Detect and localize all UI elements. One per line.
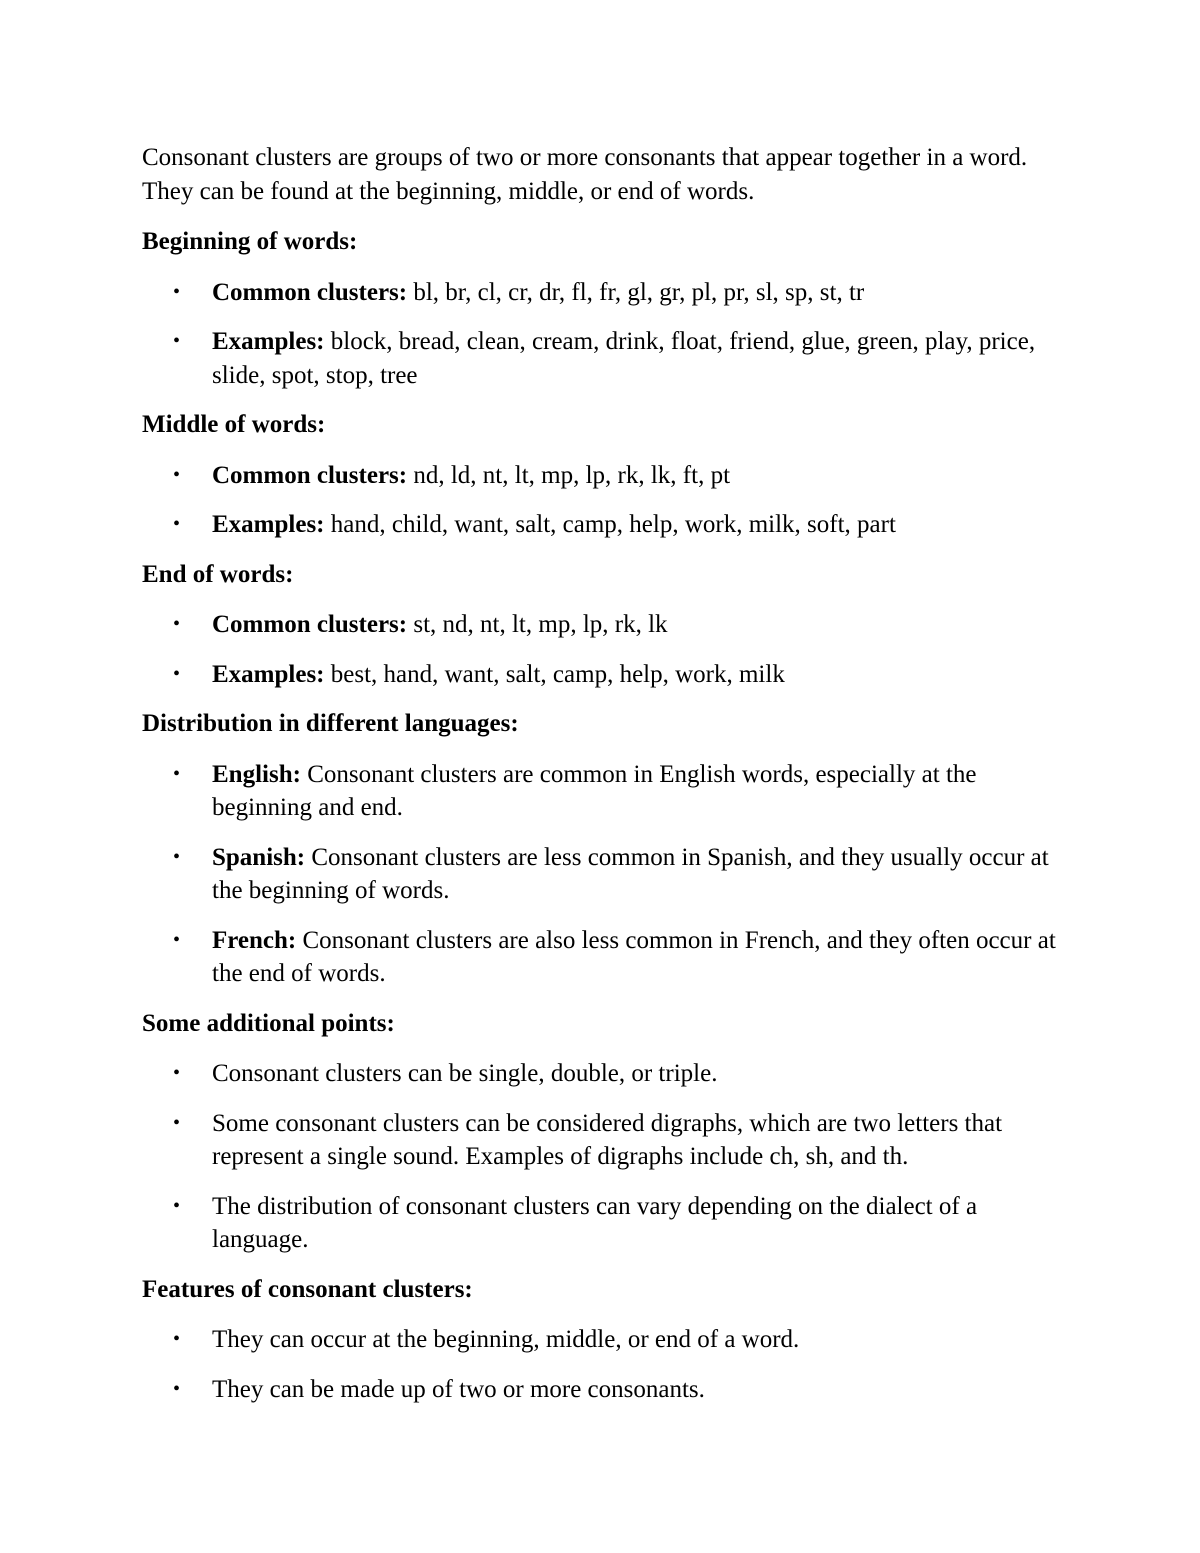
bullet-icon: •	[173, 845, 181, 868]
list-additional	[142, 1057, 1062, 1257]
section-heading-end: End of words:	[142, 560, 294, 588]
item-label: Common clusters:	[212, 461, 408, 489]
bullet-icon: •	[173, 280, 181, 303]
list-item	[142, 758, 1062, 825]
bullet-icon: •	[173, 463, 181, 486]
bullet-icon: •	[173, 613, 181, 635]
section-heading-features: Features of consonant clusters:	[142, 1275, 473, 1303]
list-item	[142, 276, 1062, 310]
bullet-icon: •	[173, 1194, 181, 1217]
list-item	[142, 325, 1062, 392]
list-item	[142, 1373, 1062, 1407]
item-text: block, bread, clean, cream, drink, float, friend, glue, green, play, price, slide, spot, stop, tree	[212, 328, 1036, 389]
list-languages	[142, 758, 1062, 991]
item-label: Examples:	[212, 511, 325, 538]
item-label: Common clusters:	[212, 278, 408, 306]
list-item	[142, 608, 1062, 642]
section-heading-additional: Some additional points:	[142, 1009, 395, 1037]
list-middle	[142, 459, 1062, 542]
item-text: Consonant clusters are also less common in French, and they often occur at the end of words.	[212, 926, 1056, 987]
item-label: Spanish:	[212, 843, 306, 871]
bullet-icon: •	[173, 330, 181, 352]
section-heading-middle: Middle of words:	[142, 411, 326, 438]
list-item	[142, 924, 1062, 991]
item-text: Consonant clusters can be single, double, or triple.	[212, 1060, 718, 1087]
list-item	[142, 841, 1062, 908]
bullet-icon: •	[173, 762, 181, 785]
item-text: They can occur at the beginning, middle, or end of a word.	[212, 1326, 800, 1353]
section-heading-languages: Distribution in different languages:	[142, 710, 519, 737]
bullet-icon: •	[173, 1111, 181, 1134]
list-item	[142, 508, 1062, 542]
bullet-icon: •	[173, 662, 181, 685]
item-label: English:	[212, 760, 301, 788]
list-beginning	[142, 276, 1062, 393]
item-label: Examples:	[212, 660, 325, 688]
section-heading-beginning: Beginning of words:	[142, 228, 358, 255]
list-item	[142, 1107, 1062, 1174]
item-text: st, nd, nt, lt, mp, lp, rk, lk	[407, 611, 668, 638]
item-text: best, hand, want, salt, camp, help, work, milk	[324, 660, 785, 688]
list-item	[142, 459, 1062, 493]
bullet-icon: •	[173, 1062, 181, 1084]
item-label: Common clusters:	[212, 611, 408, 638]
document-page	[142, 141, 1062, 1422]
list-item	[142, 658, 1062, 692]
item-text: Consonant clusters are less common in Spanish, and they usually occur at the beginning of words.	[212, 843, 1049, 904]
list-item	[142, 1057, 1062, 1091]
list-features	[142, 1323, 1062, 1406]
bullet-icon: •	[173, 513, 181, 535]
item-text: hand, child, want, salt, camp, help, work, milk, soft, part	[324, 511, 896, 538]
item-label: French:	[212, 926, 297, 954]
list-item	[142, 1323, 1062, 1357]
item-label: Examples:	[212, 328, 325, 355]
item-text: They can be made up of two or more consonants.	[212, 1375, 705, 1403]
list-end	[142, 608, 1062, 691]
bullet-icon: •	[173, 1377, 181, 1400]
item-text: nd, ld, nt, lt, mp, lp, rk, lk, ft, pt	[407, 461, 731, 489]
bullet-icon: •	[173, 928, 181, 951]
item-text: The distribution of consonant clusters can vary depending on the dialect of a language.	[212, 1192, 978, 1253]
item-text: Some consonant clusters can be considered digraphs, which are two letters that represent a single sound. Examples of digraphs include ch, sh, and th.	[212, 1109, 1003, 1170]
item-text: bl, br, cl, cr, dr, fl, fr, gl, gr, pl, pr, sl, sp, st, tr	[407, 278, 865, 306]
intro-paragraph: Consonant clusters are groups of two or more consonants that appear together in a word. They can be found at the beginning, middle, or end of words.	[142, 144, 1028, 205]
list-item	[142, 1190, 1062, 1257]
bullet-icon: •	[173, 1328, 181, 1350]
item-text: Consonant clusters are common in English words, especially at the beginning and end.	[212, 760, 977, 821]
